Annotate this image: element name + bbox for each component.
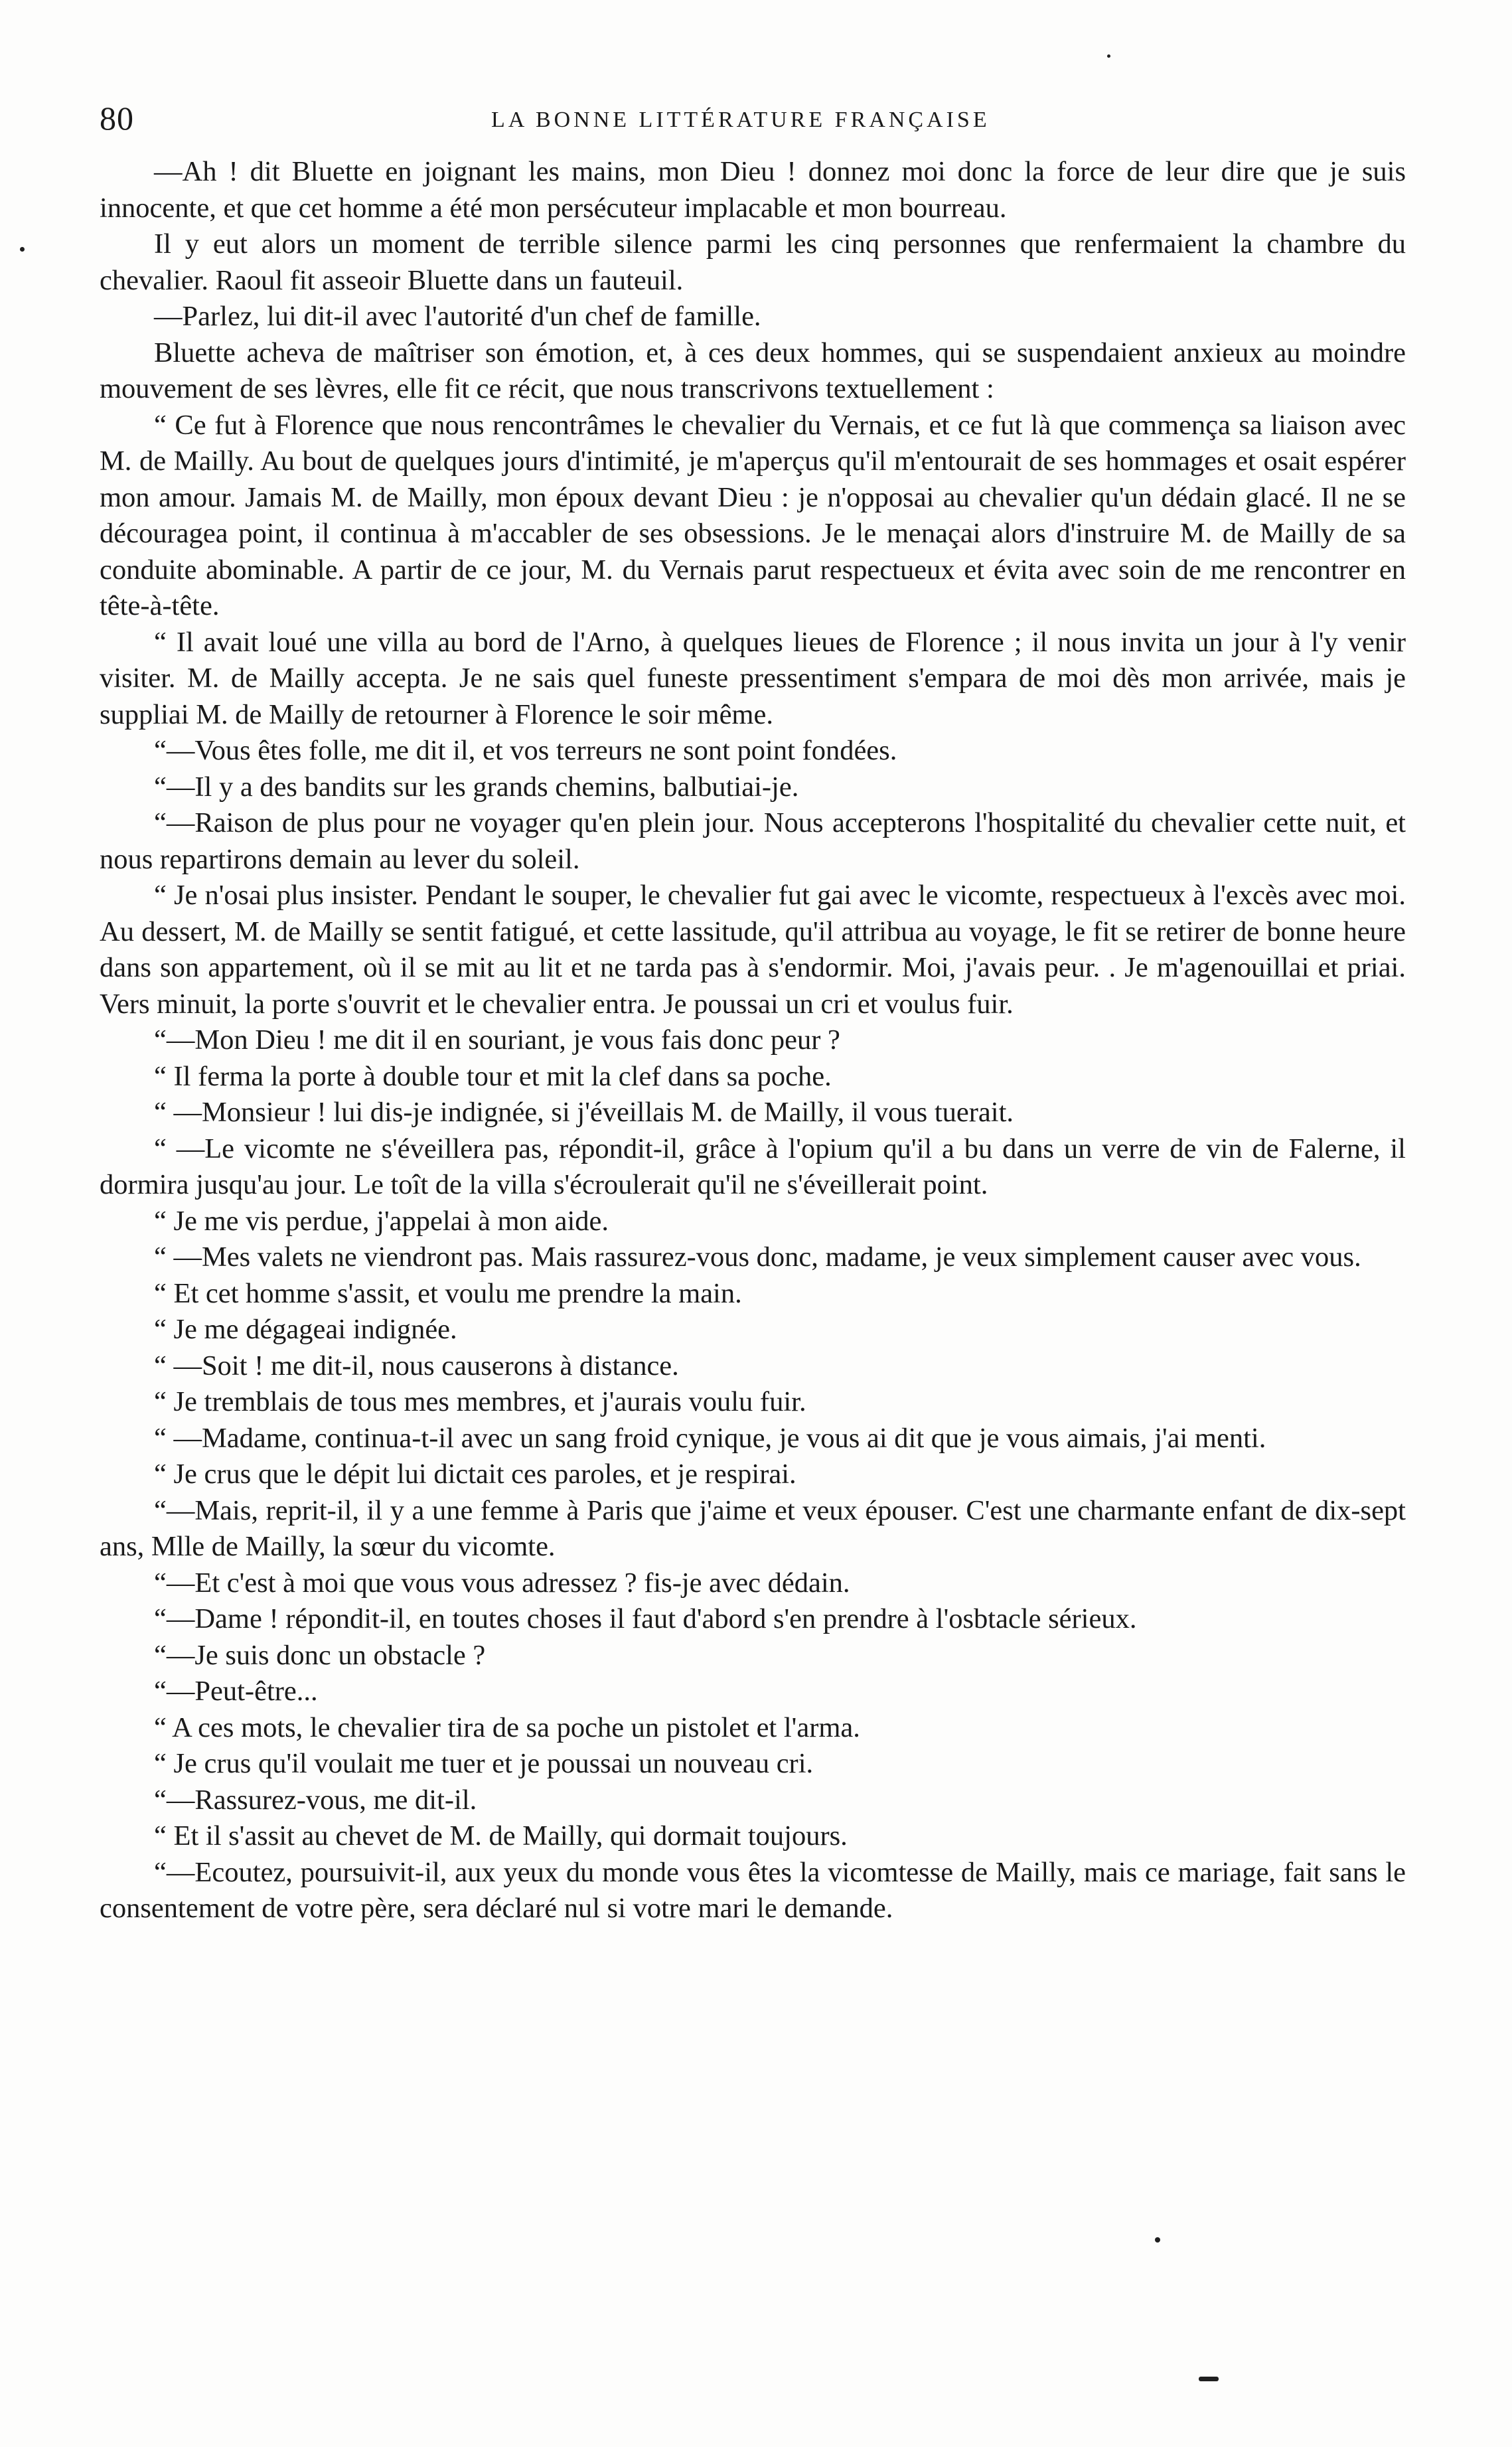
- paragraph: “—Dame ! répondit-il, en toutes choses il faut d'abord s'en prendre à l'osbtacle sérieux.: [154, 1603, 1137, 1634]
- paragraph: “—Mon Dieu ! me dit il en souriant, je vous fais donc peur ?: [154, 1024, 840, 1056]
- paragraph: “ Je me vis perdue, j'appelai à mon aide.: [154, 1205, 609, 1237]
- paragraph: “ Je crus qu'il voulait me tuer et je poussai un nouveau cri.: [154, 1748, 814, 1779]
- paragraph: “ Il avait loué une villa au bord de l'Arno, à quelques lieues de Florence ; il nous invita un jour à l'y venir visiter. M. de Mailly accepta. Je ne sais quel funeste pressentiment s'empara de moi dès mon arrivée, mais je suppliai M. de Mailly de retourner à Florence le soir même.: [100, 626, 1406, 730]
- paragraph: “ —Soit ! me dit-il, nous causerons à distance.: [154, 1350, 679, 1381]
- paragraph: “ —Le vicomte ne s'éveillera pas, répondit-il, grâce à l'opium qu'il a bu dans un verre de vin de Falerne, il dormira jusqu'au jour. Le toît de la villa s'écroulerait qu'il ne s'éveillerait point.: [100, 1133, 1406, 1200]
- paragraph: “ —Monsieur ! lui dis-je indignée, si j'éveillais M. de Mailly, il vous tuerait.: [154, 1097, 1014, 1128]
- paragraph: “ Ce fut à Florence que nous rencontrâmes le chevalier du Vernais, et ce fut là que commença sa liaison avec M. de Mailly. Au bout de quelques jours d'intimité, je m'aperçus qu'il m'entourait de ses hommages et osait espérer mon amour. Jamais M. de Mailly, mon époux devant Dieu : je n'opposai au chevalier qu'un dédain glacé. Il ne se découragea point, il continua à m'accabler de ses obsessions. Je le menaçai alors d'instruire M. de Mailly de sa conduite abominable. A partir de ce jour, M. du Vernais parut respectueux et évita avec soin de me rencontrer en tête-à-tête.: [100, 409, 1406, 621]
- paragraph: “—Raison de plus pour ne voyager qu'en plein jour. Nous accepterons l'hospitalité du chevalier cette nuit, et nous repartirons demain au lever du soleil.: [100, 807, 1406, 875]
- paragraph: “ A ces mots, le chevalier tira de sa poche un pistolet et l'arma.: [154, 1711, 860, 1743]
- paragraph: “—Il y a des bandits sur les grands chemins, balbutiai-je.: [154, 771, 799, 803]
- paragraph: “ —Mes valets ne viendront pas. Mais rassurez-vous donc, madame, je veux simplement causer avec vous.: [154, 1241, 1361, 1273]
- paragraph: “ Je me dégageai indignée.: [154, 1314, 457, 1345]
- paragraph: Il y eut alors un moment de terrible silence parmi les cinq personnes que renfermaient la chambre du chevalier. Raoul fit asseoir Bluette dans un fauteuil.: [100, 228, 1406, 296]
- paragraph: “—Vous êtes folle, me dit il, et vos terreurs ne sont point fondées.: [154, 735, 897, 766]
- body-text: [100, 154, 1406, 1927]
- page-number: 80: [100, 100, 134, 137]
- paragraph: “ Il ferma la porte à double tour et mit la clef dans sa poche.: [154, 1060, 832, 1092]
- paragraph: “—Mais, reprit-il, il y a une femme à Paris que j'aime et veux épouser. C'est une charmante enfant de dix-sept ans, Mlle de Mailly, la sœur du vicomte.: [100, 1494, 1406, 1562]
- running-title: LA BONNE LITTÉRATURE FRANÇAISE: [491, 108, 990, 132]
- paragraph: “—Peut-être...: [154, 1676, 318, 1707]
- paragraph: “ Je tremblais de tous mes membres, et j'aurais voulu fuir.: [154, 1386, 806, 1417]
- paragraph: “—Ecoutez, poursuivit-il, aux yeux du monde vous êtes la vicomtesse de Mailly, mais ce mariage, fait sans le consentement de votre père, sera déclaré nul si votre mari le demande.: [100, 1856, 1406, 1924]
- paragraph: Bluette acheva de maîtriser son émotion, et, à ces deux hommes, qui se suspendaient anxieux au moindre mouvement de ses lèvres, elle fit ce récit, que nous transcrivons textuellement :: [100, 337, 1406, 404]
- paragraph: “ Et il s'assit au chevet de M. de Mailly, qui dormait toujours.: [154, 1820, 848, 1852]
- paragraph: “—Et c'est à moi que vous vous adressez ? fis-je avec dédain.: [154, 1567, 850, 1599]
- paragraph: “ Je crus que le dépit lui dictait ces paroles, et je respirai.: [154, 1459, 796, 1490]
- paragraph: —Ah ! dit Bluette en joignant les mains, mon Dieu ! donnez moi donc la force de leur dire que je suis innocente, et que cet homme a été mon persécuteur implacable et mon bourreau.: [100, 156, 1406, 224]
- paragraph: “ —Madame, continua-t-il avec un sang froid cynique, je vous ai dit que je vous aimais, j'ai menti.: [154, 1422, 1266, 1454]
- print-speck: [1155, 2237, 1160, 2243]
- paragraph: “ Et cet homme s'assit, et voulu me prendre la main.: [154, 1277, 742, 1309]
- paragraph: “—Rassurez-vous, me dit-il.: [154, 1784, 477, 1816]
- paragraph: “ Je n'osai plus insister. Pendant le souper, le chevalier fut gai avec le vicomte, respectueux à l'excès avec moi. Au dessert, M. de Mailly se sentit fatigué, et cette lassitude, qu'il attribua au voyage, le fit se retirer de bonne heure dans son appartement, où il se mit au lit et ne tarda pas à s'endormir. Moi, j'avais peur. . Je m'agenouillai et priai. Vers minuit, la porte s'ouvrit et le chevalier entra. Je poussai un cri et voulus fuir.: [100, 880, 1406, 1020]
- print-speck: [1199, 2377, 1219, 2381]
- print-speck: [1107, 54, 1110, 58]
- paragraph: “—Je suis donc un obstacle ?: [154, 1639, 486, 1671]
- paragraph: —Parlez, lui dit-il avec l'autorité d'un chef de famille.: [154, 301, 761, 332]
- page-header: [100, 98, 1406, 145]
- print-speck: [20, 247, 25, 252]
